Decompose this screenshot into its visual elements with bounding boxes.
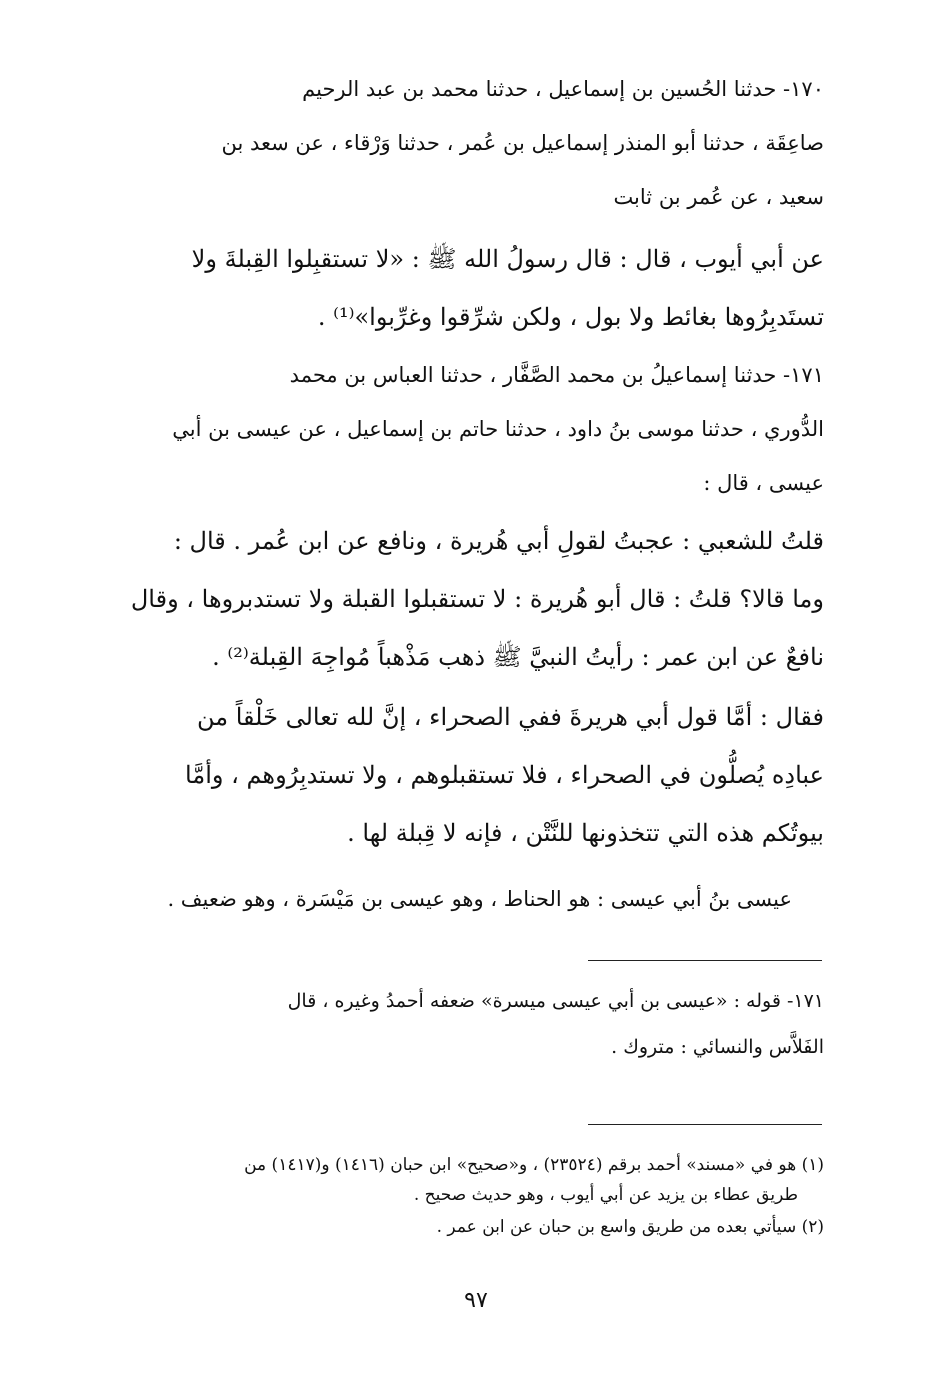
footnote-divider	[588, 1124, 822, 1125]
commentary-171	[128, 978, 824, 1070]
text-line: صاعِقَة ، حدثنا أبو المنذر إسماعيل بن عُمر ، حدثنا وَرْقاء ، عن سعد بن	[221, 131, 824, 155]
footnote-2	[128, 1212, 824, 1242]
text-line: سعيد ، عن عُمر بن ثابت	[613, 185, 824, 209]
hadith-170-matn	[128, 230, 824, 346]
commentary-divider	[588, 960, 822, 961]
hadith-170-isnad	[128, 62, 824, 224]
text-line: ١٧١- حدثنا إسماعيلُ بن محمد الصَّفَّار ، حدثنا العباس بن محمد	[289, 363, 824, 387]
text-line: نافعٌ عن ابن عمر : رأيتُ النبيَّ ﷺ ذهب مَذْهباً مُواجِهَ القِبلة⁽²⁾ .	[212, 643, 824, 671]
text-line: ١٧٠- حدثنا الحُسين بن إسماعيل ، حدثنا محمد بن عبد الرحيم	[302, 77, 824, 101]
text-line: عيسى ، قال :	[703, 471, 824, 495]
text-line: بيوتُكم هذه التي تتخذونها للنَّتْن ، فإنه لا قِبلة لها .	[347, 819, 824, 847]
text-line: (٢) سيأتي بعده من طريق واسع بن حبان عن ابن عمر .	[436, 1217, 824, 1237]
text-line: فقال : أمَّا قول أبي هريرةَ ففي الصحراء ، إنَّ لله تعالى خَلْقاً من	[196, 703, 824, 731]
narrator-note	[150, 872, 792, 926]
text-line: (١) هو في «مسند» أحمد برقم (٢٣٥٢٤) ، و«صحيح» ابن حبان (١٤١٦) و(١٤١٧) من	[244, 1155, 824, 1175]
text-line: تستَدبِرُوها بغائط ولا بول ، ولكن شرِّقوا وغرِّبوا»⁽¹⁾ .	[317, 303, 824, 331]
text-line: وما قالا؟ قلتُ : قال أبو هُريرة : لا تستقبلوا القبلة ولا تستدبروها ، وقال	[130, 585, 824, 613]
footnote-1	[128, 1150, 824, 1210]
text-line: ١٧١- قوله : «عيسى بن أبي عيسى ميسرة» ضعفه أحمدُ وغيره ، قال	[287, 990, 824, 1012]
page-number: ٩٧	[464, 1288, 488, 1313]
text-line: الفَلاَّس والنسائي : متروك .	[611, 1036, 824, 1058]
text-line: عن أبي أيوب ، قال : قال رسولُ الله ﷺ : «لا تستقبِلوا القِبلةَ ولا	[191, 245, 824, 273]
text-line: عبادِه يُصلُّون في الصحراء ، فلا تستقبلوهم ، ولا تستدبِرُوهم ، وأمَّا	[185, 761, 824, 789]
hadith-171-isnad	[128, 348, 824, 510]
text-line: قلتُ للشعبي : عجبتُ لقولِ أبي هُريرة ، ونافع عن ابن عُمر . قال :	[173, 527, 824, 555]
text-line: عيسى بنُ أبي عيسى : هو الحناط ، وهو عيسى بن مَيْسَرة ، وهو ضعيف .	[167, 887, 792, 911]
text-line: الدُّوري ، حدثنا موسى بنُ داود ، حدثنا حاتم بن إسماعيل ، عن عيسى بن أبي	[172, 417, 824, 441]
text-line: طريق عطاء بن يزيد عن أبي أيوب ، وهو حديث صحيح .	[413, 1185, 798, 1205]
hadith-171-matn-part2	[128, 688, 824, 862]
hadith-171-matn-part1	[128, 512, 824, 686]
